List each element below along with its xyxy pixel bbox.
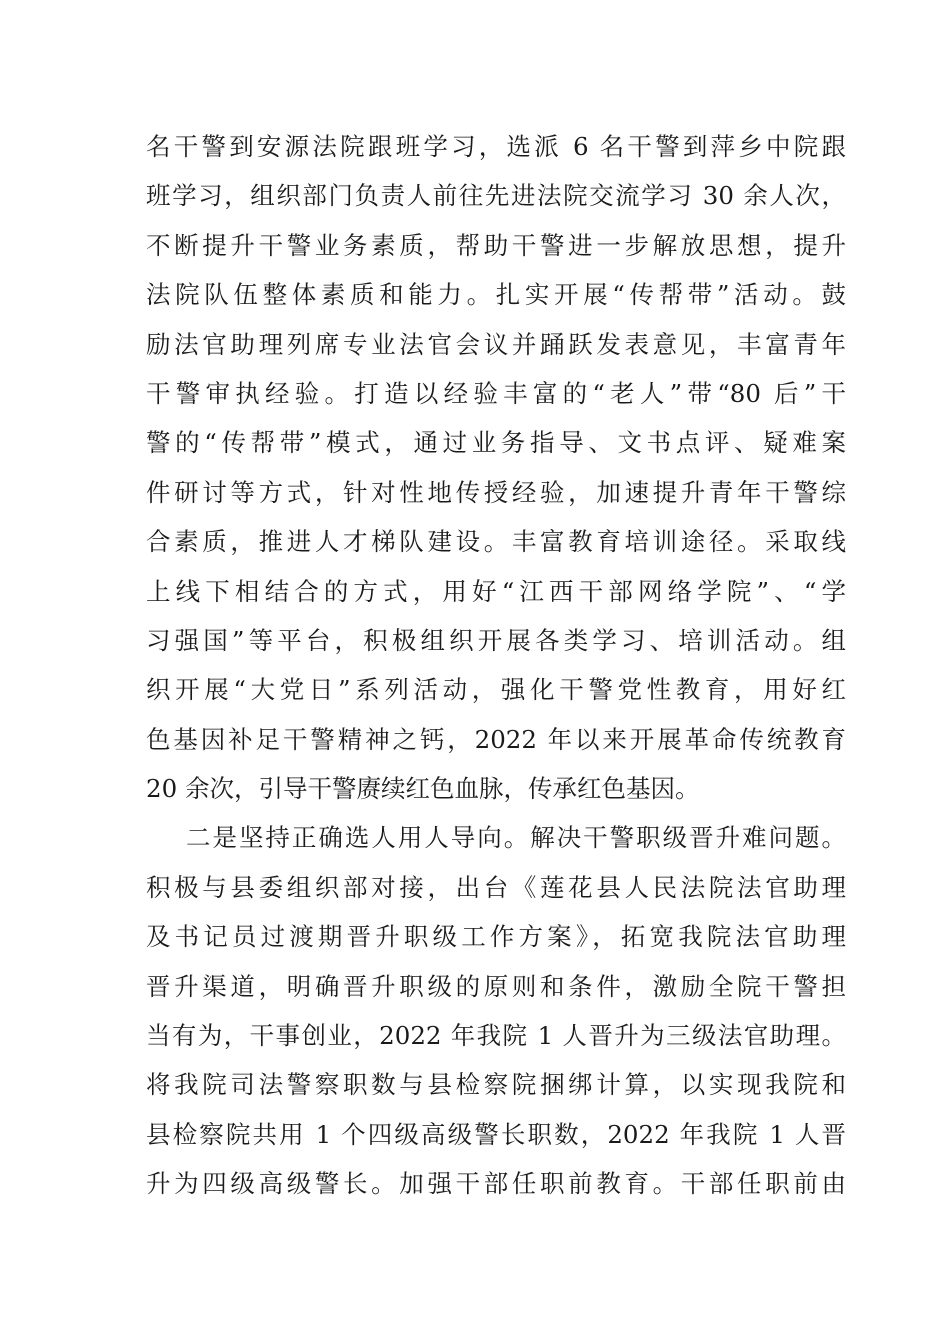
paragraph-1 bbox=[146, 122, 846, 813]
body-text bbox=[146, 122, 846, 1209]
text-line: 升为四级高级警长。加强干部任职前教育。干部任职前由 bbox=[146, 1169, 846, 1199]
text-line: 合素质，推进人才梯队建设。丰富教育培训途径。采取线 bbox=[146, 527, 846, 557]
text-line: 晋升渠道，明确晋升职级的原则和条件，激励全院干警担 bbox=[146, 971, 846, 1001]
text-line: 励法官助理列席专业法官会议并踊跃发表意见，丰富青年 bbox=[146, 329, 846, 359]
text-line: 干警审执经验。打造以经验丰富的“老人”带“80 后”干 bbox=[146, 378, 846, 408]
paragraph-2 bbox=[146, 813, 846, 1208]
text-line: 县检察院共用 1 个四级高级警长职数，2022 年我院 1 人晋 bbox=[146, 1119, 846, 1149]
text-line: 将我院司法警察职数与县检察院捆绑计算，以实现我院和 bbox=[146, 1070, 846, 1100]
text-line: 班学习，组织部门负责人前往先进法院交流学习 30 余人次， bbox=[146, 181, 846, 211]
text-line: 警的“传帮带”模式，通过业务指导、文书点评、疑难案 bbox=[146, 428, 846, 458]
text-line: 织开展“大党日”系列活动，强化干警党性教育，用好红 bbox=[146, 675, 846, 705]
text-line: 不断提升干警业务素质，帮助干警进一步解放思想，提升 bbox=[146, 230, 846, 260]
text-line: 件研讨等方式，针对性地传授经验，加速提升青年干警综 bbox=[146, 477, 846, 507]
text-line: 色基因补足干警精神之钙，2022 年以来开展革命传统教育 bbox=[146, 724, 846, 754]
text-line: 法院队伍整体素质和能力。扎实开展“传帮带”活动。鼓 bbox=[146, 280, 846, 310]
text-line: 及书记员过渡期晋升职级工作方案》，拓宽我院法官助理 bbox=[146, 922, 846, 952]
text-line: 积极与县委组织部对接，出台《莲花县人民法院法官助理 bbox=[146, 872, 846, 902]
text-line: 当有为，干事创业，2022 年我院 1 人晋升为三级法官助理。 bbox=[146, 1021, 846, 1051]
text-line: 习强国”等平台，积极组织开展各类学习、培训活动。组 bbox=[146, 625, 846, 655]
text-line: 上线下相结合的方式，用好“江西干部网络学院”、“学 bbox=[146, 576, 846, 606]
text-line: 20 余次，引导干警赓续红色血脉，传承红色基因。 bbox=[146, 774, 700, 804]
text-line: 名干警到安源法院跟班学习，选派 6 名干警到萍乡中院跟 bbox=[146, 132, 846, 161]
text-line: 二是坚持正确选人用人导向。解决干警职级晋升难问题。 bbox=[186, 823, 846, 853]
